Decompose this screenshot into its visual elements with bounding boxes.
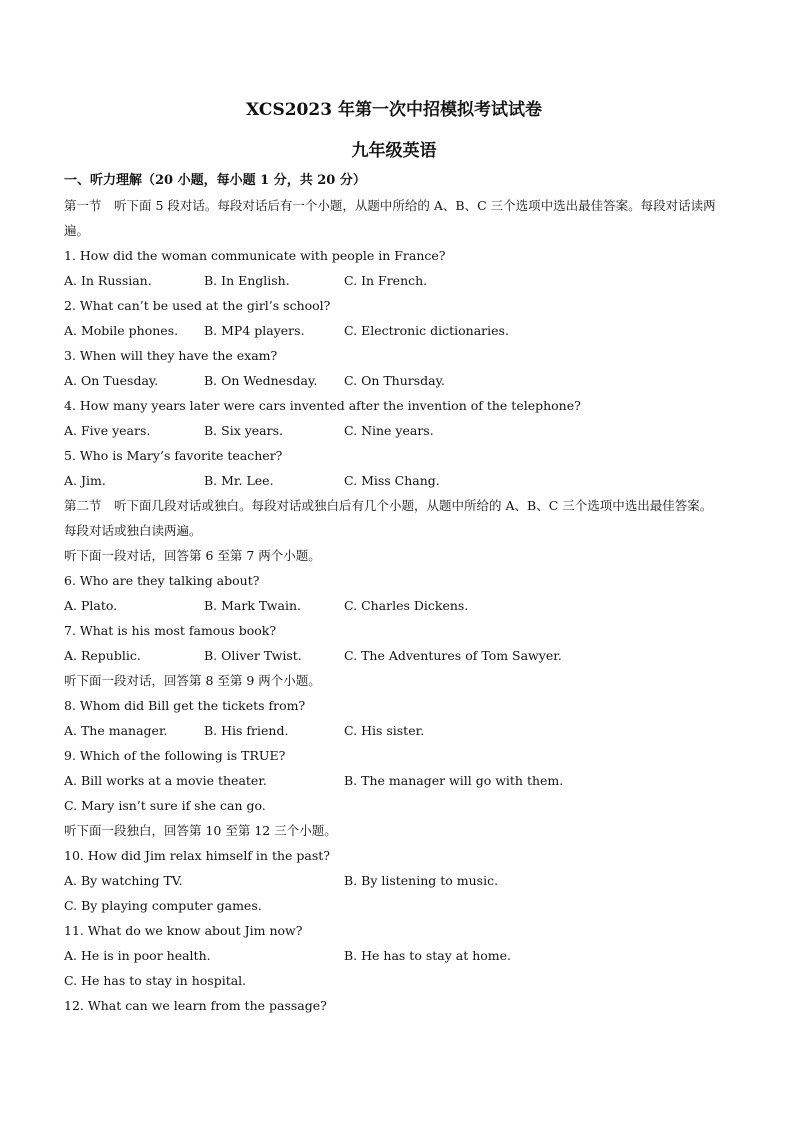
option-a: A. In Russian.	[64, 273, 152, 288]
question-stem: 10. How did Jim relax himself in the past?	[64, 848, 330, 863]
option-a: A. The manager.	[64, 723, 168, 738]
question-options	[64, 643, 724, 668]
question-options	[64, 868, 724, 893]
section1-instructions: 第一节 听下面 5 段对话。每段对话后有一个小题，从题中所给的 A、B、C 三个选项中选出最佳答案。每段对话读两遍。	[64, 198, 716, 238]
question-options	[64, 943, 724, 968]
section2-instructions: 第二节 听下面几段对话或独白。每段对话或独白后有几个小题，从题中所给的 A、B、C 三个选项中选出最佳答案。每段对话或独白读两遍。	[64, 498, 713, 538]
option-b: B. In English.	[204, 273, 290, 288]
question-stem: 4. How many years later were cars invented after the invention of the telephone?	[64, 398, 581, 413]
option-a: A. On Tuesday.	[64, 373, 159, 388]
group-instruction: 听下面一段对话，回答第 6 至第 7 两个小题。	[64, 548, 321, 563]
question-stem: 11. What do we know about Jim now?	[64, 923, 303, 938]
option-c: C. The Adventures of Tom Sawyer.	[344, 648, 562, 663]
option-b: B. Six years.	[204, 423, 283, 438]
option-c: C. Miss Chang.	[344, 473, 440, 488]
question-stem: 1. How did the woman communicate with people in France?	[64, 248, 446, 263]
option-b: B. MP4 players.	[204, 323, 305, 338]
question-stem: 7. What is his most famous book?	[64, 623, 277, 638]
option-c: C. Charles Dickens.	[344, 598, 469, 613]
option-c: C. Electronic dictionaries.	[344, 323, 509, 338]
exam-subtitle: 九年级英语	[351, 141, 437, 161]
exam-title: XCS2023 年第一次中招模拟考试试卷	[246, 100, 542, 120]
question-options	[64, 318, 724, 343]
option-b: B. Mark Twain.	[204, 598, 301, 613]
option-a: A. Republic.	[64, 648, 141, 663]
option-a: A. Five years.	[64, 423, 151, 438]
question-stem: 3. When will they have the exam?	[64, 348, 278, 363]
option-b: B. By listening to music.	[344, 873, 499, 888]
option-c: C. Nine years.	[344, 423, 434, 438]
option-a: A. Mobile phones.	[64, 323, 179, 338]
option-c: C. He has to stay in hospital.	[64, 973, 247, 988]
question-stem: 6. Who are they talking about?	[64, 573, 260, 588]
option-b: B. Oliver Twist.	[204, 648, 302, 663]
option-c: C. On Thursday.	[344, 373, 445, 388]
option-a: A. Plato.	[64, 598, 118, 613]
question-options	[64, 268, 724, 293]
question-stem: 8. Whom did Bill get the tickets from?	[64, 698, 306, 713]
question-stem: 9. Which of the following is TRUE?	[64, 748, 286, 763]
question-stem: 5. Who is Mary’s favorite teacher?	[64, 448, 283, 463]
option-a: A. By watching TV.	[64, 873, 183, 888]
option-b: B. His friend.	[204, 723, 289, 738]
option-b: B. He has to stay at home.	[344, 948, 511, 963]
option-a: A. Jim.	[64, 473, 106, 488]
question-stem: 12. What can we learn from the passage?	[64, 998, 327, 1013]
option-a: A. He is in poor health.	[64, 948, 211, 963]
question-options	[64, 718, 724, 743]
question-options	[64, 418, 724, 443]
part1-heading: 一、听力理解（20 小题，每小题 1 分，共 20 分）	[64, 173, 366, 188]
option-b: B. Mr. Lee.	[204, 473, 274, 488]
option-b: B. The manager will go with them.	[344, 773, 564, 788]
option-a: A. Bill works at a movie theater.	[64, 773, 267, 788]
question-options	[64, 468, 724, 493]
option-c: C. His sister.	[344, 723, 425, 738]
question-options	[64, 368, 724, 393]
option-c: C. In French.	[344, 273, 428, 288]
question-stem: 2. What can’t be used at the girl’s school?	[64, 298, 331, 313]
option-b: B. On Wednesday.	[204, 373, 318, 388]
question-options	[64, 593, 724, 618]
group-instruction: 听下面一段对话，回答第 8 至第 9 两个小题。	[64, 673, 321, 688]
question-options	[64, 768, 724, 793]
group-instruction: 听下面一段独白，回答第 10 至第 12 三个小题。	[64, 823, 337, 838]
option-c: C. Mary isn’t sure if she can go.	[64, 798, 266, 813]
option-c: C. By playing computer games.	[64, 898, 262, 913]
